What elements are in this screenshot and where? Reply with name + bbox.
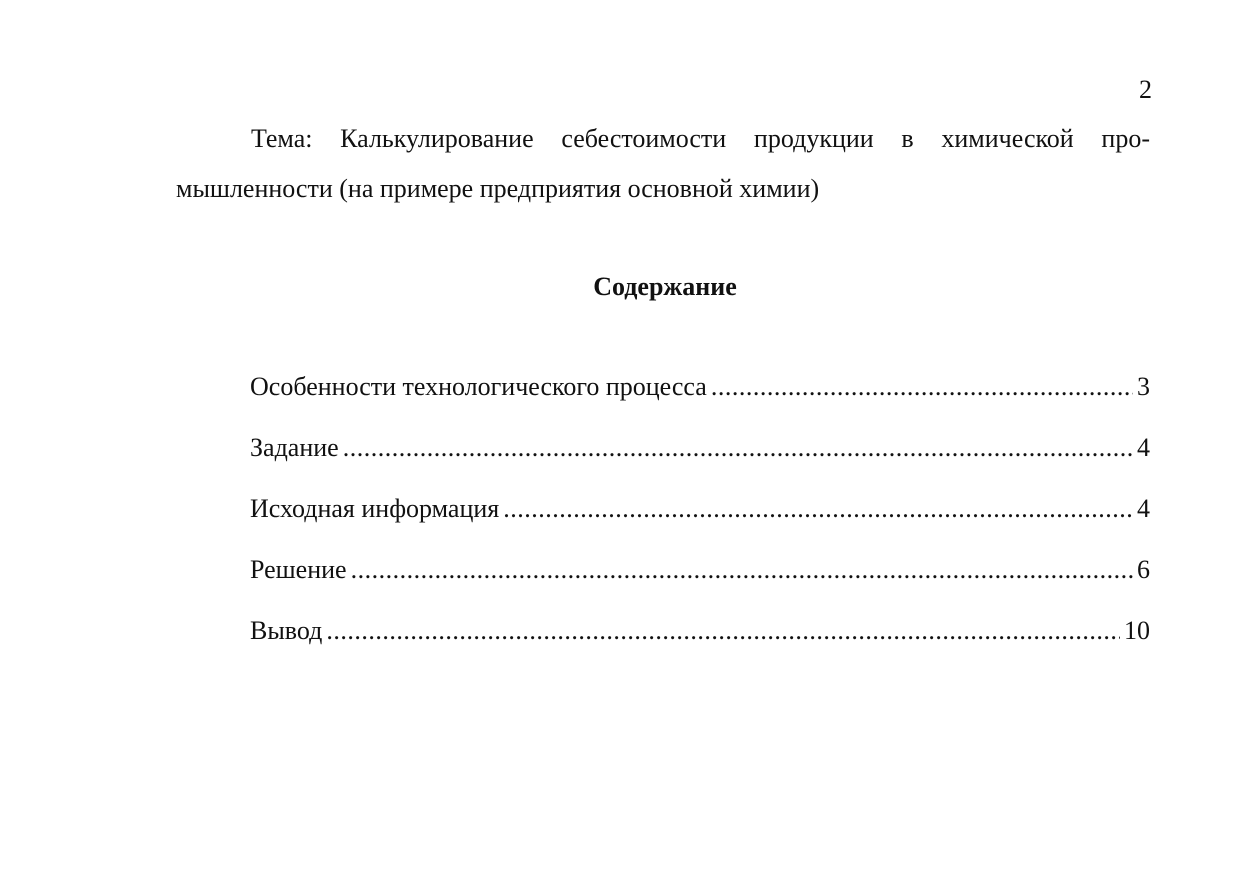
toc-item-page: 3 bbox=[1137, 372, 1150, 401]
toc-item-page: 4 bbox=[1137, 433, 1150, 462]
page-number: 2 bbox=[1139, 75, 1152, 104]
toc-dot-leader bbox=[351, 551, 1133, 589]
toc-item-label: Вывод bbox=[250, 616, 323, 645]
toc-item-label: Исходная информация bbox=[250, 494, 500, 523]
toc-heading: Содержание bbox=[593, 272, 737, 301]
toc-item-solution[interactable] bbox=[250, 551, 1150, 612]
document-topic bbox=[176, 114, 1150, 214]
topic-line-2: мышленности (на примере предприятия основной химии) bbox=[176, 174, 820, 203]
toc-item-conclusion[interactable] bbox=[250, 612, 1150, 673]
toc-item-label: Особенности технологического процесса bbox=[250, 372, 707, 401]
toc-item-source-info[interactable] bbox=[250, 490, 1150, 551]
toc-item-page: 10 bbox=[1124, 616, 1150, 645]
table-of-contents bbox=[250, 368, 1150, 673]
toc-dot-leader bbox=[343, 429, 1133, 467]
topic-line-1: Тема: Калькулирование себестоимости продукции в химической про- bbox=[251, 124, 1150, 153]
toc-dot-leader bbox=[326, 612, 1120, 650]
toc-dot-leader bbox=[711, 368, 1133, 406]
toc-item-label: Решение bbox=[250, 555, 347, 584]
toc-dot-leader bbox=[503, 490, 1133, 528]
toc-item-page: 6 bbox=[1137, 555, 1150, 584]
toc-item-label: Задание bbox=[250, 433, 339, 462]
toc-item-page: 4 bbox=[1137, 494, 1150, 523]
toc-item-task[interactable] bbox=[250, 429, 1150, 490]
toc-item-features[interactable] bbox=[250, 368, 1150, 429]
